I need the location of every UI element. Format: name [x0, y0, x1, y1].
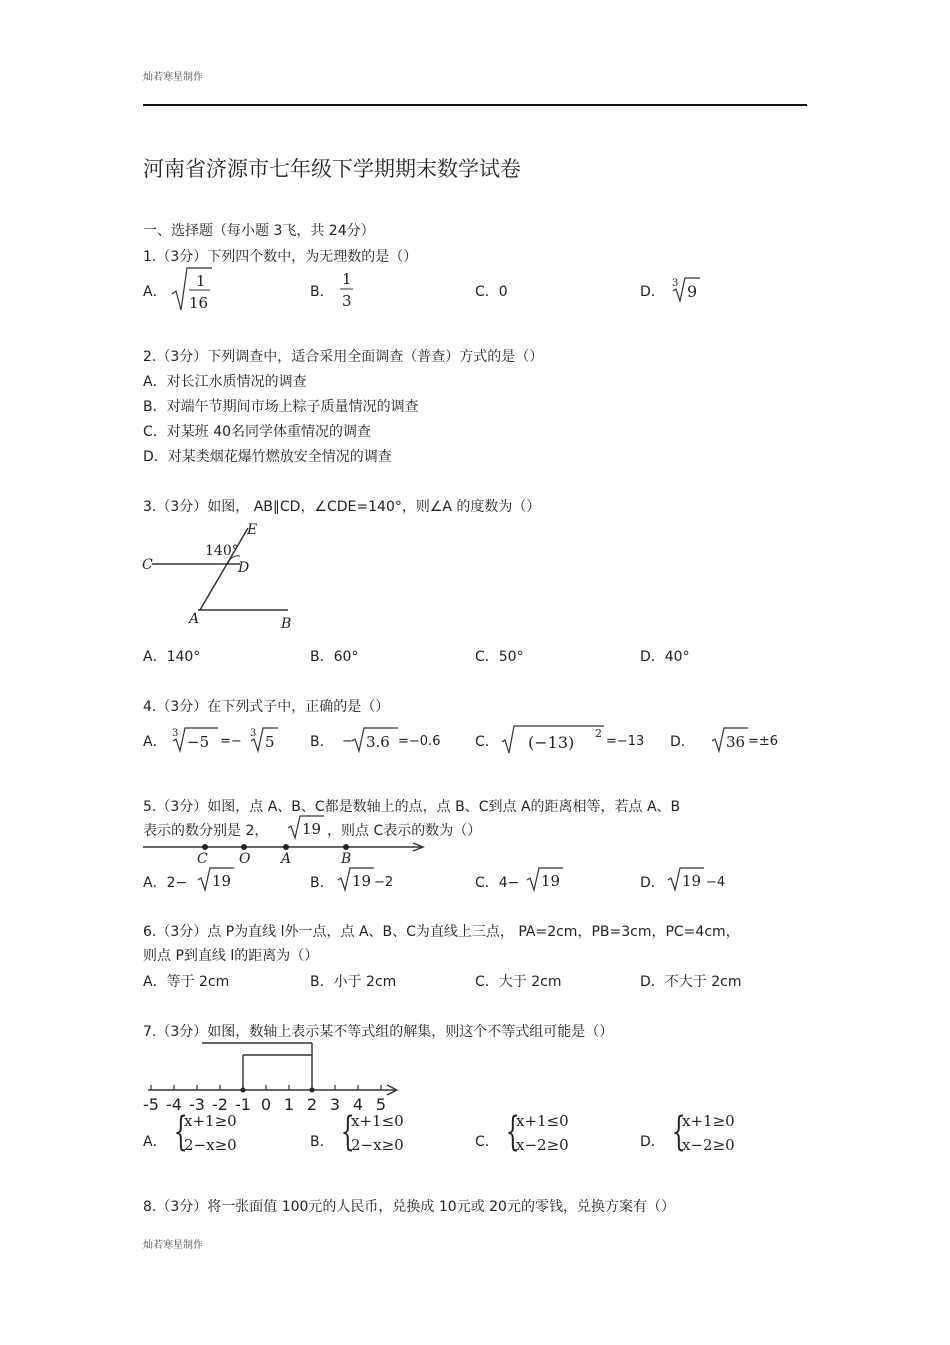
q3-point-e: E — [247, 522, 258, 538]
svg-text:3: 3 — [250, 728, 257, 739]
q5-stem-line2a: 表示的数分别是 2， — [143, 823, 269, 839]
q4-option-c-label: C． — [475, 734, 499, 750]
q5-option-a-label: A．2− — [143, 875, 188, 891]
svg-text:9: 9 — [687, 282, 698, 301]
svg-text:−5: −5 — [187, 733, 210, 751]
q6-option-d: D．不大于 2cm — [640, 974, 742, 990]
q4-stem: 4.（3分）在下列式子中，正确的是（） — [143, 699, 390, 715]
svg-text:5: 5 — [265, 733, 275, 751]
q7-option-c-label: C． — [475, 1134, 499, 1150]
svg-text:1: 1 — [342, 270, 352, 288]
q3-figure — [140, 520, 300, 635]
q5-option-b-label: B． — [310, 875, 334, 891]
q1-stem: 1.（3分）下列四个数中，为无理数的是（） — [143, 249, 418, 265]
svg-text:(−13): (−13) — [528, 733, 575, 752]
q7-tick-label: -3 — [189, 1095, 205, 1114]
q7-tick-label: 1 — [283, 1095, 295, 1114]
q6-option-b: B．小于 2cm — [310, 974, 397, 990]
q7-tick-label: 0 — [260, 1095, 272, 1114]
q3-point-a: A — [189, 611, 200, 627]
q1-option-d-label: D． — [640, 284, 665, 300]
q3-option-a: A．140° — [143, 649, 201, 665]
q4-option-d-expr — [710, 726, 790, 754]
q7-tick-label: 3 — [329, 1095, 341, 1114]
svg-text:=−: =− — [220, 734, 242, 749]
svg-text:=−13: =−13 — [606, 734, 645, 749]
q3-point-c: C — [142, 557, 153, 573]
q7-tick-label: -5 — [143, 1095, 159, 1114]
svg-text:19: 19 — [541, 872, 561, 890]
q7-tick-label: 2 — [306, 1095, 318, 1114]
svg-text:19: 19 — [352, 872, 372, 890]
q1-option-b-label: B． — [310, 284, 334, 300]
q2-option-b: B．对端午节期间市场上粽子质量情况的调查 — [143, 399, 419, 415]
q5-point-c: C — [197, 851, 208, 867]
q7-tick-label: -4 — [166, 1095, 182, 1114]
q6-option-a: A．等于 2cm — [143, 974, 230, 990]
q5-option-b-expr — [336, 866, 404, 892]
q5-stem-line2b: ，则点 C表示的数为（） — [327, 823, 482, 839]
q5-stem-line1: 5.（3分）如图，点 A、B、C都是数轴上的点，点 B、C到点 A的距离相等，若点 A、B — [143, 799, 681, 815]
q8-stem: 8.（3分）将一张面值 100元的人民币，兑换成 10元或 20元的零钱，兑换方案有（） — [143, 1199, 675, 1215]
q4-option-c-expr — [500, 722, 660, 756]
q7-option-a-label: A． — [143, 1134, 167, 1150]
svg-text:−2: −2 — [374, 875, 394, 890]
q3-point-d: D — [238, 560, 250, 576]
q1-option-a-label: A． — [143, 284, 167, 300]
svg-text:=±6: =±6 — [748, 734, 779, 749]
q6-option-c: C．大于 2cm — [475, 974, 562, 990]
q5-point-o: O — [239, 851, 251, 867]
svg-text:=−0.6: =−0.6 — [398, 734, 441, 749]
footer-watermark: 灿若寒星制作 — [143, 1240, 203, 1251]
q7-tick-label: 4 — [352, 1095, 364, 1114]
header-rule — [143, 104, 807, 106]
svg-text:3: 3 — [342, 292, 352, 310]
q5-number-line — [143, 838, 433, 868]
q4-option-b-label: B． — [310, 734, 334, 750]
q5-option-d-expr — [666, 866, 736, 892]
q1-option-c: C．0 — [475, 284, 508, 300]
section-heading: 一、选择题（每小题 3飞，共 24分） — [143, 223, 375, 239]
q2-option-d: D．对某类烟花爆竹燃放安全情况的调查 — [143, 449, 392, 465]
svg-text:19: 19 — [302, 820, 322, 838]
q7-tick-label: -2 — [212, 1095, 228, 1114]
svg-text:3.6: 3.6 — [366, 733, 390, 751]
page-title: 河南省济源市七年级下学期期末数学试卷 — [143, 157, 521, 181]
q4-option-a-label: A． — [143, 734, 167, 750]
q1-a-num: 1 — [196, 272, 206, 290]
q3-point-b: B — [281, 616, 292, 632]
q7-number-line — [140, 1040, 405, 1115]
q1-a-den: 16 — [189, 294, 209, 312]
q7-option-b-label: B． — [310, 1134, 334, 1150]
q5-option-d-label: D． — [640, 875, 665, 891]
svg-text:36: 36 — [726, 733, 746, 751]
q2-stem: 2.（3分）下列调查中，适合采用全面调查（普查）方式的是（） — [143, 349, 544, 365]
svg-text:2: 2 — [595, 727, 602, 740]
q1-option-a-sqrt — [170, 266, 215, 316]
q3-option-d: D．40° — [640, 649, 690, 665]
svg-text:19: 19 — [212, 872, 232, 890]
q5-option-c-sqrt — [525, 866, 567, 892]
q3-stem: 3.（3分）如图， AB∥CD，∠CDE=140°，则∠A 的度数为（） — [143, 499, 541, 515]
q5-stem-sqrt — [286, 814, 328, 840]
q2-option-c: C．对某班 40名同学体重情况的调查 — [143, 424, 372, 440]
svg-text:−4: −4 — [706, 875, 726, 890]
q5-point-a: A — [281, 851, 292, 867]
q4-option-d-label: D． — [670, 734, 695, 750]
q5-option-a-sqrt — [196, 866, 238, 892]
q4-option-a-expr — [170, 726, 285, 754]
q5-point-b: B — [341, 851, 352, 867]
q5-option-c-label: C．4− — [475, 875, 520, 891]
q4-option-b-expr — [340, 726, 450, 754]
q3-angle-label: 140° — [205, 543, 239, 559]
q1-option-b-frac — [338, 268, 358, 312]
q2-option-a: A．对长江水质情况的调查 — [143, 374, 307, 390]
q6-stem-line1: 6.（3分）点 P为直线 l外一点，点 A、B、C为直线上三点， PA=2cm，PB=3cm，PC=4cm， — [143, 924, 740, 940]
q6-stem-line2: 则点 P到直线 l的距离为（） — [143, 948, 319, 964]
q3-option-c: C．50° — [475, 649, 524, 665]
q1-option-d-cbrt — [670, 276, 702, 304]
q7-tick-label: -1 — [235, 1095, 251, 1114]
header-watermark: 灿若寒星制作 — [143, 72, 203, 83]
q7-stem: 7.（3分）如图，数轴上表示某不等式组的解集，则这个不等式组可能是（） — [143, 1024, 614, 1040]
svg-text:−: − — [342, 734, 353, 749]
q3-option-b: B．60° — [310, 649, 359, 665]
svg-text:3: 3 — [172, 728, 179, 739]
q7-tick-label: 5 — [375, 1095, 387, 1114]
svg-text:3: 3 — [672, 278, 679, 289]
q7-option-d-label: D． — [640, 1134, 665, 1150]
svg-text:19: 19 — [682, 872, 702, 890]
